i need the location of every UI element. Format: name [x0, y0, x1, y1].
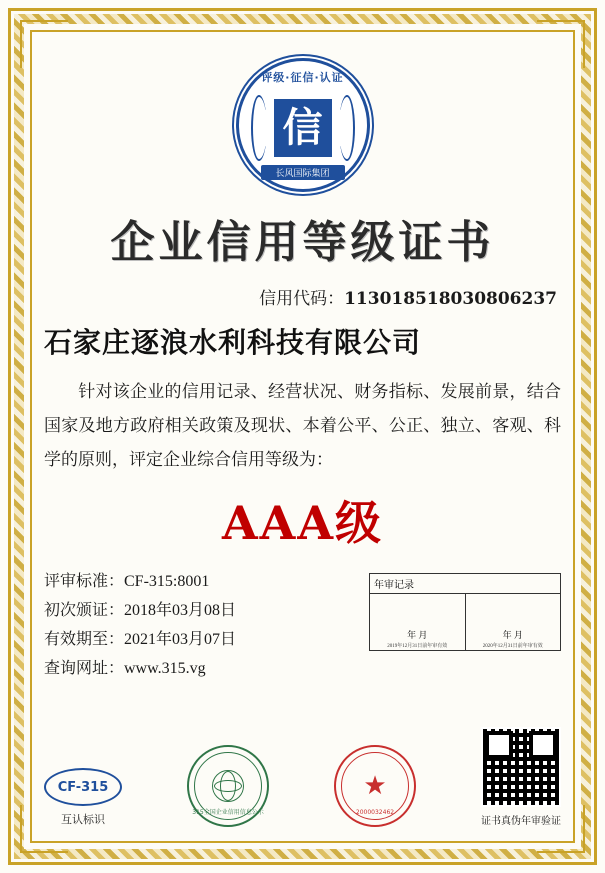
- detail-website: 查询网址：www.315.vg: [44, 660, 206, 677]
- credit-code-label: 信用代码：: [259, 289, 345, 308]
- red-evaluation-seal-icon: [334, 745, 416, 827]
- annual-cell-1-ym: 年 月: [407, 630, 428, 640]
- green-seal-sub: 315全国企业信用信息公示: [192, 809, 264, 816]
- emblem-center-char: 信: [274, 99, 332, 157]
- annual-cell-2-note: 2020年12月31日前年审有效: [482, 644, 543, 649]
- laurel-right-icon: [339, 95, 355, 161]
- annual-review-box: [369, 573, 561, 651]
- annual-review-cell-2: [465, 594, 561, 650]
- certificate-title: 企业信用等级证书: [110, 217, 495, 268]
- annual-review-cells: [370, 594, 560, 650]
- cf-seal-caption: 互认标识: [61, 814, 105, 826]
- cf-seal-text: CF-315: [57, 779, 109, 795]
- details-and-review: [44, 567, 561, 683]
- emblem-container: [44, 58, 561, 192]
- credit-code-value: 113018518030806237: [344, 289, 557, 309]
- annual-review-cell-1: [370, 594, 465, 650]
- qr-caption: 证书真伪年审验证: [481, 816, 561, 827]
- details-list: [44, 567, 369, 683]
- laurel-left-icon: [251, 95, 267, 161]
- annual-review-title: 年审记录: [370, 574, 560, 594]
- cf-seal-group: [44, 768, 122, 827]
- body-paragraph: [44, 375, 561, 477]
- detail-valid-until: 有效期至：2021年03月07日: [44, 631, 237, 648]
- body-paragraph-text: 针对该企业的信用记录、经营状况、财务指标、发展前景，结合国家及地方政府相关政策及现状、本着公平、公正、独立、客观、科学的原则，评定企业综合信用等级为：: [44, 382, 561, 469]
- cf-315-seal-icon: [44, 768, 122, 806]
- credit-grade: AAA级: [221, 496, 384, 550]
- qr-code-icon[interactable]: [481, 727, 561, 807]
- certificate-content: [44, 42, 561, 833]
- emblem-bottom-text: 长风国际集团: [261, 165, 345, 180]
- credit-emblem-icon: [236, 58, 370, 192]
- detail-standard: 评审标准：CF-315:8001: [44, 573, 210, 590]
- annual-review-container: [369, 573, 561, 683]
- globe-icon: [212, 770, 244, 802]
- green-credit-seal-icon: [187, 745, 269, 827]
- star-icon: ★: [363, 771, 387, 801]
- emblem-top-text: 评级·征信·认证: [261, 71, 344, 84]
- company-name: 石家庄逐浪水利科技有限公司: [44, 326, 422, 359]
- qr-group: [481, 727, 561, 827]
- detail-issue-date: 初次颁证：2018年03月08日: [44, 602, 237, 619]
- annual-cell-2-ym: 年 月: [502, 630, 523, 640]
- seals-row: [44, 727, 561, 827]
- credit-code-row: [44, 284, 561, 309]
- red-seal-number: 2000032462: [355, 809, 395, 816]
- annual-cell-1-note: 2019年12月31日前年审有效: [387, 644, 448, 649]
